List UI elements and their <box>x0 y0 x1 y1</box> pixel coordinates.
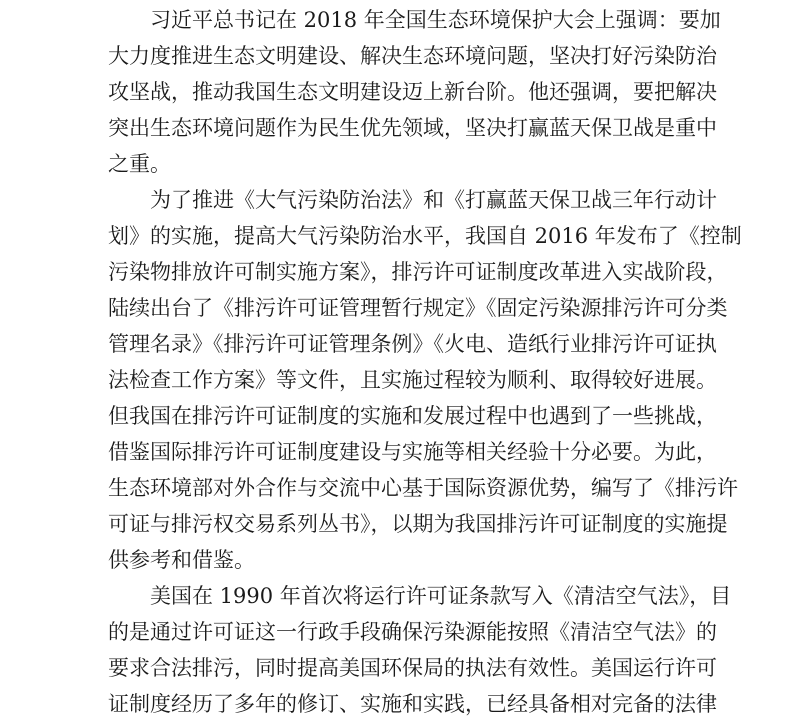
text-line: 借鉴国际排污许可证制度建设与实施等相关经验十分必要。为此， <box>108 440 717 464</box>
text-line: 供参考和借鉴。 <box>108 548 255 572</box>
text-line: 生态环境部对外合作与交流中心基于国际资源优势，编写了《排污许 <box>108 476 738 500</box>
text-line: 可证与排污权交易系列丛书》，以期为我国排污许可证制度的实施提 <box>108 512 728 536</box>
text-line: 但我国在排污许可证制度的实施和发展过程中也遇到了一些挑战， <box>108 404 717 428</box>
text-line: 污染物排放许可制实施方案》，排污许可证制度改革进入实战阶段， <box>108 260 728 284</box>
text-line: 管理名录》《排污许可证管理条例》《火电、造纸行业排污许可证执 <box>108 332 717 356</box>
text-line: 大力度推进生态文明建设、解决生态环境问题，坚决打好污染防治 <box>108 44 717 68</box>
text-line: 攻坚战，推动我国生态文明建设迈上新台阶。他还强调，要把解决 <box>108 80 717 104</box>
text-line: 的是通过许可证这一行政手段确保污染源能按照《清洁空气法》的 <box>108 620 717 644</box>
text-line: 习近平总书记在 2018 年全国生态环境保护大会上强调：要加 <box>150 8 721 32</box>
text-line: 法检查工作方案》等文件，且实施过程较为顺利、取得较好进展。 <box>108 368 717 392</box>
text-line: 证制度经历了多年的修订、实施和实践，已经具备相对完备的法律 <box>108 692 717 716</box>
text-line: 陆续出台了《排污许可证管理暂行规定》《固定污染源排污许可分类 <box>108 296 728 320</box>
text-line: 要求合法排污，同时提高美国环保局的执法有效性。美国运行许可 <box>108 656 717 680</box>
text-line: 划》的实施，提高大气污染防治水平，我国自 2016 年发布了《控制 <box>108 224 742 248</box>
text-line: 突出生态环境问题作为民生优先领域，坚决打赢蓝天保卫战是重中 <box>108 116 717 140</box>
text-line: 美国在 1990 年首次将运行许可证条款写入《清洁空气法》，目 <box>150 584 732 608</box>
text-line: 为了推进《大气污染防治法》和《打赢蓝天保卫战三年行动计 <box>150 188 717 212</box>
text-line: 之重。 <box>108 152 171 176</box>
